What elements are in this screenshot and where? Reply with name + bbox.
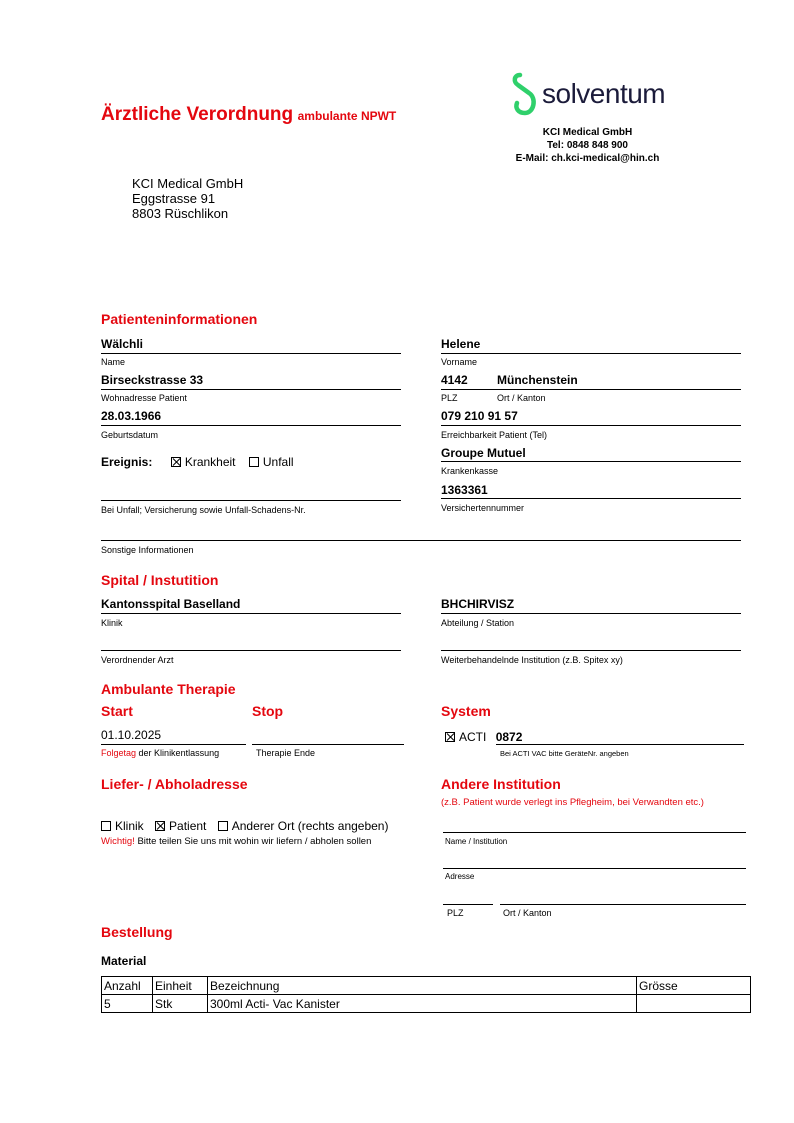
- column-header: Einheit: [153, 977, 208, 995]
- doctor-label: Verordnender Arzt: [101, 655, 174, 665]
- start-note: [101, 748, 219, 758]
- divider: [252, 744, 404, 745]
- company-email: E-Mail: ch.kci-medical@hin.ch: [515, 153, 660, 164]
- delivery-clinic-label: Klinik: [115, 819, 144, 833]
- event-row: [101, 453, 294, 471]
- divider: [500, 904, 746, 905]
- patient-name[interactable]: Wälchli: [101, 337, 144, 351]
- divider: [101, 353, 401, 354]
- divider: [443, 904, 493, 905]
- warning-highlight: Wichtig!: [101, 836, 135, 847]
- subtitle-text: ambulante NPWT: [297, 109, 397, 123]
- divider: [496, 744, 744, 745]
- company-contact: [500, 126, 675, 165]
- other-institution-heading: Andere Institution: [441, 776, 561, 792]
- other-name-label: Name / Institution: [445, 837, 508, 846]
- divider: [101, 389, 401, 390]
- divider: [441, 650, 741, 651]
- phone-label: Erreichbarkeit Patient (Tel): [441, 430, 548, 440]
- table-header-row: [102, 977, 751, 995]
- divider: [101, 613, 401, 614]
- system-heading: System: [441, 703, 491, 719]
- delivery-warning: [101, 836, 371, 847]
- divider: [101, 500, 401, 501]
- divider: [441, 613, 741, 614]
- patient-city[interactable]: Münchenstein: [497, 373, 578, 387]
- column-header: Bezeichnung: [208, 977, 637, 995]
- table-cell[interactable]: 300ml Acti- Vac Kanister: [208, 995, 637, 1013]
- checkbox-icon[interactable]: [101, 821, 111, 831]
- system-note: Bei ACTI VAC bitte GeräteNr. angeben: [500, 749, 629, 758]
- divider: [441, 461, 741, 462]
- title-text: Ärztliche Verordnung: [101, 104, 294, 125]
- material-table: [101, 976, 751, 1013]
- patient-insurer[interactable]: Groupe Mutuel: [441, 446, 526, 460]
- divider: [441, 425, 741, 426]
- logo-mark-icon: [510, 72, 544, 118]
- patient-section-heading: Patienteninformationen: [101, 311, 258, 327]
- address-line: Eggstrasse 91: [132, 191, 216, 206]
- delivery-section-heading: Liefer- / Abholadresse: [101, 776, 248, 792]
- system-option[interactable]: [445, 730, 490, 744]
- logo-text: solventum: [542, 78, 666, 109]
- event-accident-label: Unfall: [262, 455, 294, 469]
- company-tel: Tel: 0848 848 900: [547, 140, 628, 151]
- checkbox-icon[interactable]: [218, 821, 228, 831]
- delivery-patient-option[interactable]: [155, 819, 210, 833]
- divider: [441, 389, 741, 390]
- patient-phone[interactable]: 079 210 91 57: [441, 409, 518, 423]
- delivery-other-label: Anderer Ort (rechts angeben): [231, 819, 389, 833]
- start-note-text: der Klinikentlassung: [138, 748, 220, 758]
- institution-section-heading: Spital / Instutition: [101, 572, 219, 588]
- event-illness-label: Krankheit: [184, 455, 236, 469]
- table-cell[interactable]: Stk: [153, 995, 208, 1013]
- patient-insurance-number[interactable]: 1363361: [441, 483, 488, 497]
- divider: [101, 744, 246, 745]
- table-cell[interactable]: [637, 995, 751, 1013]
- checked-checkbox-icon[interactable]: [171, 457, 181, 467]
- delivery-options: [101, 817, 388, 835]
- order-section-heading: Bestellung: [101, 924, 173, 940]
- divider: [441, 353, 741, 354]
- divider: [101, 425, 401, 426]
- delivery-clinic-option[interactable]: [101, 819, 147, 833]
- stop-note: Therapie Ende: [256, 748, 316, 758]
- patient-firstname[interactable]: Helene: [441, 337, 481, 351]
- accident-insurance-label: Bei Unfall; Versicherung sowie Unfall-Schadens-Nr.: [101, 505, 306, 515]
- street-label: Wohnadresse Patient: [101, 393, 187, 403]
- event-accident-option[interactable]: [249, 455, 294, 469]
- system-device-number[interactable]: 0872: [495, 730, 523, 744]
- stop-heading: Stop: [252, 703, 284, 719]
- city-label: Ort / Kanton: [497, 393, 546, 403]
- other-info-label: Sonstige Informationen: [101, 545, 194, 555]
- divider: [101, 540, 741, 541]
- delivery-other-option[interactable]: [218, 819, 389, 833]
- event-illness-option[interactable]: [171, 455, 239, 469]
- column-header: Grösse: [637, 977, 751, 995]
- firstname-label: Vorname: [441, 357, 478, 367]
- name-label: Name: [101, 357, 126, 367]
- clinic-name[interactable]: Kantonsspital Baselland: [101, 597, 241, 611]
- address-line: 8803 Rüschlikon: [132, 206, 229, 221]
- start-heading: Start: [101, 703, 133, 719]
- insurer-label: Krankenkasse: [441, 466, 499, 476]
- patient-street[interactable]: Birseckstrasse 33: [101, 373, 204, 387]
- plz-label: PLZ: [441, 393, 458, 403]
- checked-checkbox-icon[interactable]: [445, 732, 455, 742]
- followup-institution-label: Weiterbehandelnde Institution (z.B. Spitex xy): [441, 655, 623, 665]
- system-name: ACTI: [459, 730, 487, 744]
- start-date[interactable]: 01.10.2025: [101, 728, 162, 742]
- divider: [443, 832, 746, 833]
- warning-text: Bitte teilen Sie uns mit wohin wir liefern / abholen sollen: [137, 836, 372, 847]
- divider: [101, 650, 401, 651]
- ward-name[interactable]: BHCHIRVISZ: [441, 597, 515, 611]
- therapy-section-heading: Ambulante Therapie: [101, 681, 236, 697]
- checkbox-icon[interactable]: [249, 457, 259, 467]
- checked-checkbox-icon[interactable]: [155, 821, 165, 831]
- patient-plz[interactable]: 4142: [441, 373, 468, 387]
- recipient-address: [132, 176, 243, 221]
- patient-birthdate[interactable]: 28.03.1966: [101, 409, 162, 423]
- solventum-logo: [510, 72, 690, 118]
- ward-label: Abteilung / Station: [441, 618, 515, 628]
- column-header: Anzahl: [102, 977, 153, 995]
- table-cell[interactable]: 5: [102, 995, 153, 1013]
- document-title: [101, 104, 396, 126]
- other-city-label: Ort / Kanton: [503, 908, 552, 918]
- company-name: KCI Medical GmbH: [542, 127, 633, 138]
- address-line: KCI Medical GmbH: [132, 176, 244, 191]
- table-row: [102, 995, 751, 1013]
- divider: [443, 868, 746, 869]
- event-label: Ereignis:: [101, 455, 153, 469]
- divider: [441, 498, 741, 499]
- insurance-number-label: Versichertennummer: [441, 503, 525, 513]
- clinic-label: Klinik: [101, 618, 123, 628]
- other-institution-note: (z.B. Patient wurde verlegt ins Pflegheim, bei Verwandten etc.): [441, 797, 704, 808]
- material-heading: Material: [101, 954, 147, 968]
- birthdate-label: Geburtsdatum: [101, 430, 159, 440]
- delivery-patient-label: Patient: [169, 819, 207, 833]
- other-address-label: Adresse: [445, 872, 475, 881]
- other-plz-label: PLZ: [447, 908, 464, 918]
- start-note-highlight: Folgetag: [101, 748, 137, 758]
